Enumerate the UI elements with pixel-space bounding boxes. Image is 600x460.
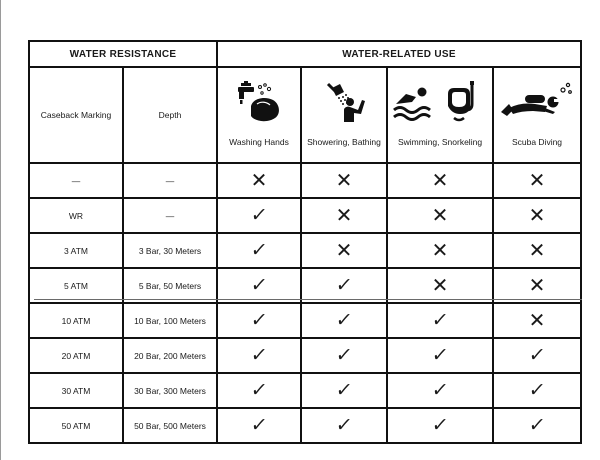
caseback-marking-cell: 3 ATM [29,233,123,268]
use-label: Swimming, Snorkeling [397,137,483,147]
depth-cell: 5 Bar, 50 Meters [123,268,217,303]
mark-cell [301,303,387,338]
cross-mark-icon: ✕ [335,239,353,262]
water-related-use-header: WATER-RELATED USE [217,41,581,67]
mark-cell [493,163,581,198]
use-label: Washing Hands [229,137,289,147]
water-resistance-table [28,40,582,444]
mark-cell [387,268,493,303]
check-mark-icon: ✓ [430,415,450,436]
table-row [29,163,581,198]
group-header-row [29,41,581,67]
cross-mark-icon: ✕ [528,239,546,262]
depth-cell: 10 Bar, 100 Meters [123,303,217,338]
swimming-snorkel-icon [392,80,488,124]
depth-cell: 30 Bar, 300 Meters [123,373,217,408]
mark-cell [387,408,493,443]
mark-cell [301,198,387,233]
depth-cell: — [123,163,217,198]
cross-mark-icon: ✕ [528,169,546,192]
cross-mark-icon: ✕ [431,239,449,262]
cross-mark-icon: ✕ [431,204,449,227]
mark-cell [493,373,581,408]
check-mark-icon: ✓ [249,380,269,401]
check-mark-icon: ✓ [334,380,354,401]
mark-cell [387,303,493,338]
mark-cell [387,338,493,373]
mark-cell [217,163,301,198]
washing-hands-icon [235,80,283,124]
mark-cell [493,198,581,233]
depth-header: Depth [123,67,217,163]
cross-mark-icon: ✕ [250,169,268,192]
caseback-marking-cell: — [29,163,123,198]
mark-cell [387,198,493,233]
cross-mark-icon: ✕ [335,169,353,192]
water-resistance-header: WATER RESISTANCE [29,41,217,67]
cross-mark-icon: ✕ [528,204,546,227]
table-row [29,373,581,408]
depth-cell: 50 Bar, 500 Meters [123,408,217,443]
page-edge-line [0,0,1,460]
mark-cell [301,408,387,443]
cross-mark-icon: ✕ [431,274,449,297]
mark-cell [387,233,493,268]
check-mark-icon: ✓ [249,205,269,226]
check-mark-icon: ✓ [527,345,547,366]
mark-cell [217,338,301,373]
use-label: Showering, Bathing [307,137,381,147]
check-mark-icon: ✓ [430,345,450,366]
mark-cell [217,408,301,443]
caseback-marking-cell: 30 ATM [29,373,123,408]
check-mark-icon: ✓ [249,275,269,296]
shower-icon [322,80,366,124]
caseback-marking-cell: 20 ATM [29,338,123,373]
check-mark-icon: ✓ [527,380,547,401]
check-mark-icon: ✓ [430,310,450,331]
cross-mark-icon: ✕ [528,274,546,297]
check-mark-icon: ✓ [249,415,269,436]
mark-cell [217,303,301,338]
caseback-marking-cell: 50 ATM [29,408,123,443]
mark-cell [301,233,387,268]
caseback-marking-cell: 10 ATM [29,303,123,338]
table-row [29,233,581,268]
table-row [29,408,581,443]
mark-cell [493,233,581,268]
check-mark-icon: ✓ [249,310,269,331]
depth-cell: 3 Bar, 30 Meters [123,233,217,268]
mark-cell [493,408,581,443]
mark-cell [493,303,581,338]
use-label: Scuba Diving [511,137,563,147]
use-header-showering [301,67,387,163]
mark-cell [217,198,301,233]
mark-cell [301,268,387,303]
divider-line [34,299,582,300]
mark-cell [493,338,581,373]
mark-cell [217,268,301,303]
mark-cell [301,338,387,373]
cross-mark-icon: ✕ [335,204,353,227]
cross-mark-icon: ✕ [528,309,546,332]
table-row [29,198,581,233]
depth-cell: — [123,198,217,233]
mark-cell [387,373,493,408]
check-mark-icon: ✓ [430,380,450,401]
check-mark-icon: ✓ [334,310,354,331]
mark-cell [387,163,493,198]
mark-cell [301,373,387,408]
check-mark-icon: ✓ [527,415,547,436]
subheader-row [29,67,581,163]
check-mark-icon: ✓ [334,345,354,366]
check-mark-icon: ✓ [249,345,269,366]
mark-cell [217,373,301,408]
depth-cell: 20 Bar, 200 Meters [123,338,217,373]
use-header-washing-hands [217,67,301,163]
check-mark-icon: ✓ [334,275,354,296]
check-mark-icon: ✓ [249,240,269,261]
table-row [29,303,581,338]
caseback-marking-cell: 5 ATM [29,268,123,303]
scuba-diver-icon [499,80,575,124]
caseback-marking-header: Caseback Marking [29,67,123,163]
use-header-swimming [387,67,493,163]
cross-mark-icon: ✕ [431,169,449,192]
table-row [29,338,581,373]
use-header-scuba [493,67,581,163]
mark-cell [493,268,581,303]
check-mark-icon: ✓ [334,415,354,436]
table-row [29,268,581,303]
mark-cell [301,163,387,198]
caseback-marking-cell: WR [29,198,123,233]
mark-cell [217,233,301,268]
